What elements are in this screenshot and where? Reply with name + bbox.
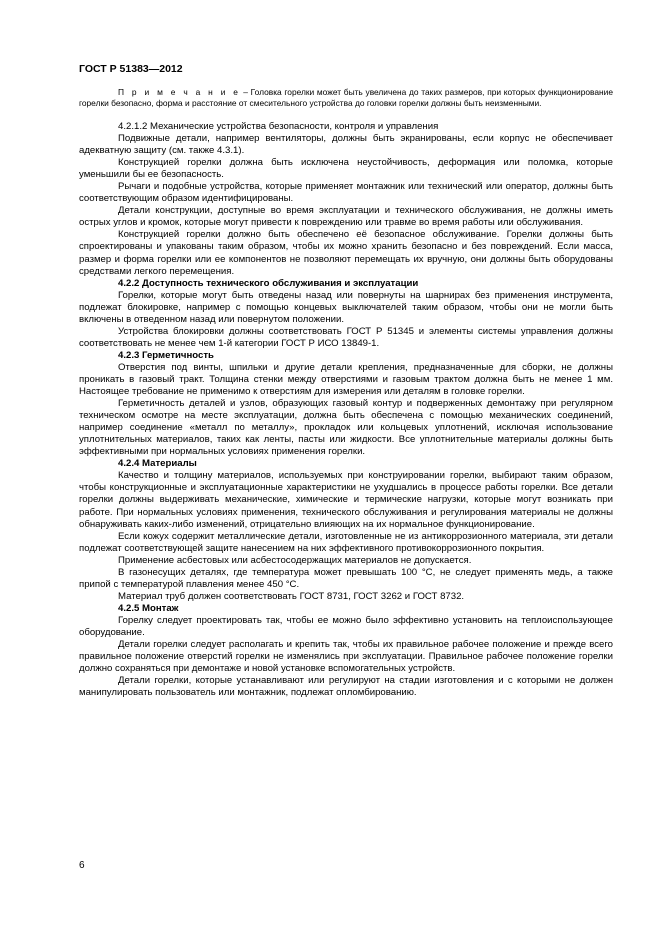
paragraph: Горелку следует проектировать так, чтобы ее можно было эффективно установить на теплоиспользующее оборудование. <box>79 614 613 638</box>
section-heading-4-2-3: 4.2.3 Герметичность <box>118 349 214 361</box>
note-lead: П р и м е ч а н и е <box>118 87 241 97</box>
paragraph: Устройства блокировки должны соответствовать ГОСТ Р 51345 и элементы системы управления должны соответствовать не менее чем 1-й категории ГОСТ Р ИСО 13849-1. <box>79 325 613 349</box>
paragraph: Если кожух содержит металлические детали, изготовленные не из антикоррозионного материала, эти детали подлежат соответствующей защите нанесением на них эффективного противокоррозионного покрытия. <box>79 530 613 554</box>
paragraph: В газонесущих деталях, где температура может превышать 100 °С, не следует применять медь, а также припой с температурой плавления менее 450 °С. <box>79 566 613 590</box>
section-heading-4-2-5: 4.2.5 Монтаж <box>118 602 179 614</box>
note-text: – Головка горелки может быть увеличена до таких размеров, при которых функционирование горелки безопасно, форма и расстояние от смесительного устройства до головки горелки должны быть неизменными. <box>79 87 613 108</box>
paragraph: Конструкцией горелки должно быть обеспечено её безопасное обслуживание. Горелки должны быть спроектированы и упакованы таким образом, чтобы их можно хранить безопасно и без повреждений. Если масса, размер и форма горелки или ее компонентов не позволяют перемещать их вручную, они должны быть оборудованы средствами легкого перемещения. <box>79 229 613 277</box>
paragraph: Конструкцией горелки должна быть исключена неустойчивость, деформация или поломка, которые уменьшили бы ее безопасность. <box>79 157 613 181</box>
section-heading-4-2-2: 4.2.2 Доступность технического обслуживания и эксплуатации <box>118 277 419 289</box>
paragraph: Детали горелки, которые устанавливают или регулируют на стадии изготовления и с которыми не должен манипулировать пользователь или монтажник, подлежат опломбированию. <box>79 675 613 699</box>
page-body <box>79 87 613 699</box>
paragraph: Качество и толщину материалов, используемых при конструировании горелки, выбирают таким образом, чтобы конструкционные и эксплуатационные характеристики не ухудшались в процессе работы горелки. Все детали горелки должны выдерживать механические, химические и термические нагрузки, которые могут возникать при работе. При нормальных условиях применения, технического обслуживания и регулирования материалы не должны обнаруживать каких-либо изменений, отрицательно влияющих на их нормальное функционирование. <box>79 470 613 530</box>
paragraph: Детали горелки следует располагать и крепить так, чтобы их правильное рабочее положение и прежде всего правильное положение отверстий горелки не изменялись при эксплуатации. Правильное рабочее положение горелки должно сохраняться при демонтаже и новой установке вспомогательных устройств. <box>79 639 613 675</box>
paragraph: Отверстия под винты, шпильки и другие детали крепления, предназначенные для сборки, не должны проникать в газовый тракт. Толщина стенки между отверстиями и газовым трактом должна быть не менее 1 мм. Настоящее требование не применимо к отверстиям для измерения или деталям в головке горелки. <box>79 361 613 398</box>
paragraph: Материал труб должен соответствовать ГОСТ 8731, ГОСТ 3262 и ГОСТ 8732. <box>118 590 465 602</box>
section-heading-4-2-4: 4.2.4 Материалы <box>118 458 197 470</box>
note-paragraph <box>79 87 613 108</box>
paragraph: Рычаги и подобные устройства, которые применяет монтажник или технический или оператор, должны быть соответствующим образом идентифицированы. <box>79 181 613 205</box>
document-code-header: ГОСТ Р 51383—2012 <box>79 63 183 75</box>
paragraph: Герметичность деталей и узлов, образующих газовый контур и подверженных демонтажу при регулярном техническом осмотре на месте эксплуатации, должна быть обеспечена с помощью механических соединений, например соединение «металл по металлу», прокладок или кольцевых уплотнений, исключая использование уплотнительных материалов, таких как ленты, пасты или жидкости. Все уплотнительные материалы должны быть эффективными при нормальных условиях применения горелки. <box>79 398 613 458</box>
paragraph: Подвижные детали, например вентиляторы, должны быть экранированы, если корпус не обеспечивает адекватную защиту (см. также 4.3.1). <box>79 133 613 157</box>
page-number: 6 <box>79 860 85 871</box>
paragraph: Горелки, которые могут быть отведены назад или повернуты на шарнирах без применения инструмента, подлежат блокировке, например с помощью концевых выключателей таким образом, чтобы они не могли быть включены в отведенном назад или повернутом положении. <box>79 289 613 325</box>
subsection-heading-4-2-1-2: 4.2.1.2 Механические устройства безопасности, контроля и управления <box>118 121 439 132</box>
paragraph: Детали конструкции, доступные во время эксплуатации и технического обслуживания, не должны иметь острых углов и кромок, которые могут привести к повреждению или травме во время работы или обслуживания. <box>79 205 613 229</box>
paragraph: Применение асбестовых или асбестосодержащих материалов не допускается. <box>118 554 472 566</box>
